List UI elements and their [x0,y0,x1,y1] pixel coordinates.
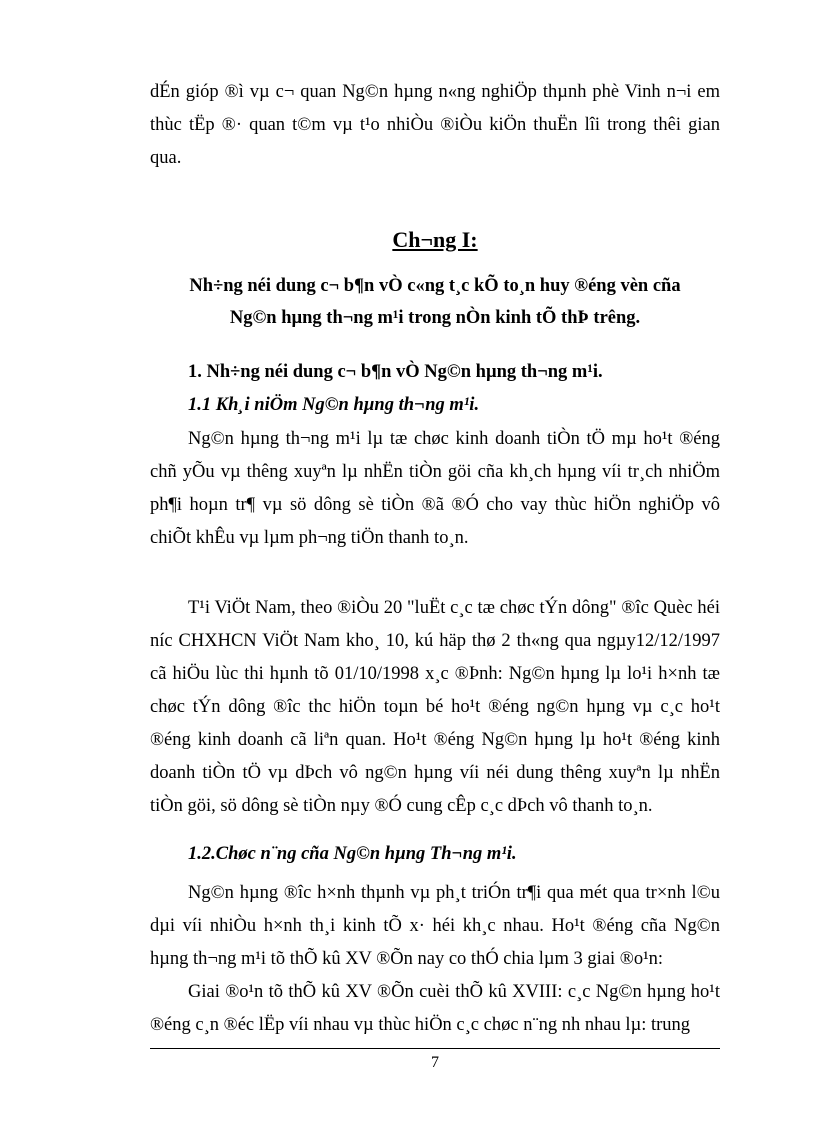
paragraph-history: Ng©n hµng ®îc h×nh thµnh vµ ph¸t triÓn tr¶i qua mét qua tr×nh l©u dµi víi nhiÒu h×nh th¸i kinh tÕ x· héi kh¸c nhau. Ho¹t ®éng cña Ng©n hµng th¬ng m¹i tõ thÕ kû XV ®Õn nay co thÓ chia lµm 3 giai ®o¹n: [150,883,720,969]
section-heading-1: 1. Nh÷ng néi dung c¬ b¶n vÒ Ng©n hµng th¬ng m¹i. [188,362,603,382]
paragraph-definition: Ng©n hµng th¬ng m¹i lµ tæ chøc kinh doanh tiÒn tÖ mµ ho¹t ®éng chñ yÕu vµ thêng xuyªn lµ nhËn tiÒn göi cña kh¸ch hµng víi tr¸ch nhiÖm ph¶i hoµn tr¶ vµ sö dông sè tiÒn ®ã ®Ó cho vay thùc hiÖn nghiÖp vô chiÕt khÊu vµ lµm ph¬ng tiÖn thanh to¸n. [150,429,720,548]
subsection-heading-1-1: 1.1 Kh¸i niÖm Ng©n hµng th¬ng m¹i. [188,395,480,415]
law-paragraph-block [150,592,720,823]
subsection-heading-1-2: 1.2.Chøc n¨ng cña Ng©n hµng Th¬ng m¹i. [188,844,517,864]
definition-paragraphs [150,423,720,555]
chapter-subtitle-line-2: Ng©n hµng th¬ng m¹i trong nÒn kinh tÕ thÞ trêng. [229,308,641,328]
chapter-subtitle [150,270,720,334]
intro-text: dÉn gióp ®ì vµ c¬ quan Ng©n hµng n«ng nghiÖp thµnh phè Vinh n¬i em thùc tËp ®· quan t©m vµ t¹o nhiÒu ®iÒu kiÖn thuËn lîi trong thêi gian qua. [150,82,720,168]
intro-paragraph [150,76,720,175]
history-paragraphs [150,877,720,1042]
chapter-title: Ch¬ng I: [392,227,478,252]
paragraph-period: Giai ®o¹n tõ thÕ kû XV ®Õn cuèi thÕ kû XVIII: c¸c Ng©n hµng ho¹t ®éng c¸n ®éc lËp víi nhau vµ thùc hiÖn c¸c chøc n¨ng nh nhau lµ: trung [150,982,720,1035]
chapter-subtitle-line-1: Nh÷ng néi dung c¬ b¶n vÒ c«ng t¸c kÕ to¸n huy ®éng vèn cña [189,276,681,296]
page-number: 7 [431,1054,439,1071]
paragraph-law: T¹i ViÖt Nam, theo ®iÒu 20 "luËt c¸c tæ chøc tÝn dông" ®îc Quèc héi níc CHXHCN ViÖt Nam kho¸ 10, kú häp thø 2 th«ng qua ngµy12/12/1997 cã hiÖu lùc thi hµnh tõ 01/10/1998 x¸c ®Þnh: Ng©n hµng lµ lo¹i h×nh tæ chøc tÝn dông ®îc thc hiÖn toµn bé ho¹t ®éng ng©n hµng vµ c¸c ho¹t ®éng kinh doanh cã liªn quan. Ho¹t ®éng Ng©n hµng lµ ho¹t ®éng kinh doanh tiÒn tÖ vµ dÞch vô ng©n hµng víi néi dung thêng xuyªn lµ nhËn tiÒn göi, sö dông sè tiÒn nµy ®Ó cung cÊp c¸c dÞch vô thanh to¸n. [150,598,720,816]
footer-divider [150,1048,720,1049]
